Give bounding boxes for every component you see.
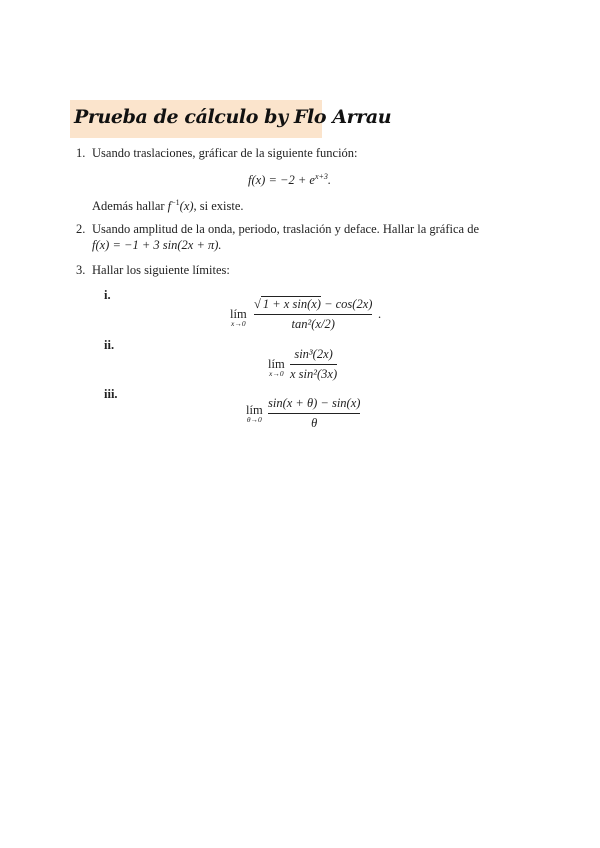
extra-arg: (x): [179, 199, 194, 213]
formula-exponent: x+3: [314, 172, 328, 181]
extra-inverse: −1: [171, 198, 180, 207]
formula-base: f(x) = −2 + e: [248, 173, 315, 187]
question-1-extra: [92, 198, 244, 214]
question-3-number: 3.: [76, 263, 86, 277]
limit-i-fraction: [254, 297, 372, 332]
extra-suffix: , si existe.: [193, 199, 244, 213]
question-3-text: Hallar los siguiente límites:: [92, 263, 230, 277]
page-title: Prueba de cálculo by Flo Arrau: [74, 106, 392, 128]
limit-i-numerator: √ 1 + x sin(x) − cos(2x): [254, 297, 373, 311]
limit-i-operator: lím x→0: [230, 307, 247, 328]
question-1-number: 1.: [76, 146, 86, 160]
question-1-formula: [248, 172, 331, 188]
limit-iii-label: iii.: [104, 387, 118, 401]
limit-iii-numerator: sin(x + θ) − sin(x): [268, 396, 361, 410]
limit-iii-fraction: [268, 396, 360, 431]
question-1-text: Usando traslaciones, gráficar de la siguiente función:: [92, 146, 358, 160]
limit-ii-denominator: x sin²(3x): [290, 367, 338, 381]
limit-ii-operator: lím x→0: [268, 357, 285, 378]
question-2-number: 2.: [76, 222, 86, 236]
question-2-line1: Usando amplitud de la onda, periodo, traslación y deface. Hallar la gráfica de: [92, 222, 479, 236]
formula-end: .: [327, 173, 332, 187]
limit-iii-denominator: θ: [311, 416, 318, 430]
limit-i-denominator: tan²(x/2): [291, 317, 335, 331]
extra-prefix: Además hallar: [92, 199, 168, 213]
question-2-line2: f(x) = −1 + 3 sin(2x + π).: [92, 238, 222, 252]
limit-iii-operator: lím θ→0: [246, 403, 263, 424]
limit-ii-label: ii.: [104, 338, 115, 352]
limit-ii-fraction: [290, 347, 337, 382]
extra-function: f: [167, 199, 172, 213]
limit-i-label: i.: [104, 288, 111, 302]
limit-i-end: .: [378, 307, 382, 321]
limit-ii-numerator: sin³(2x): [294, 347, 333, 361]
